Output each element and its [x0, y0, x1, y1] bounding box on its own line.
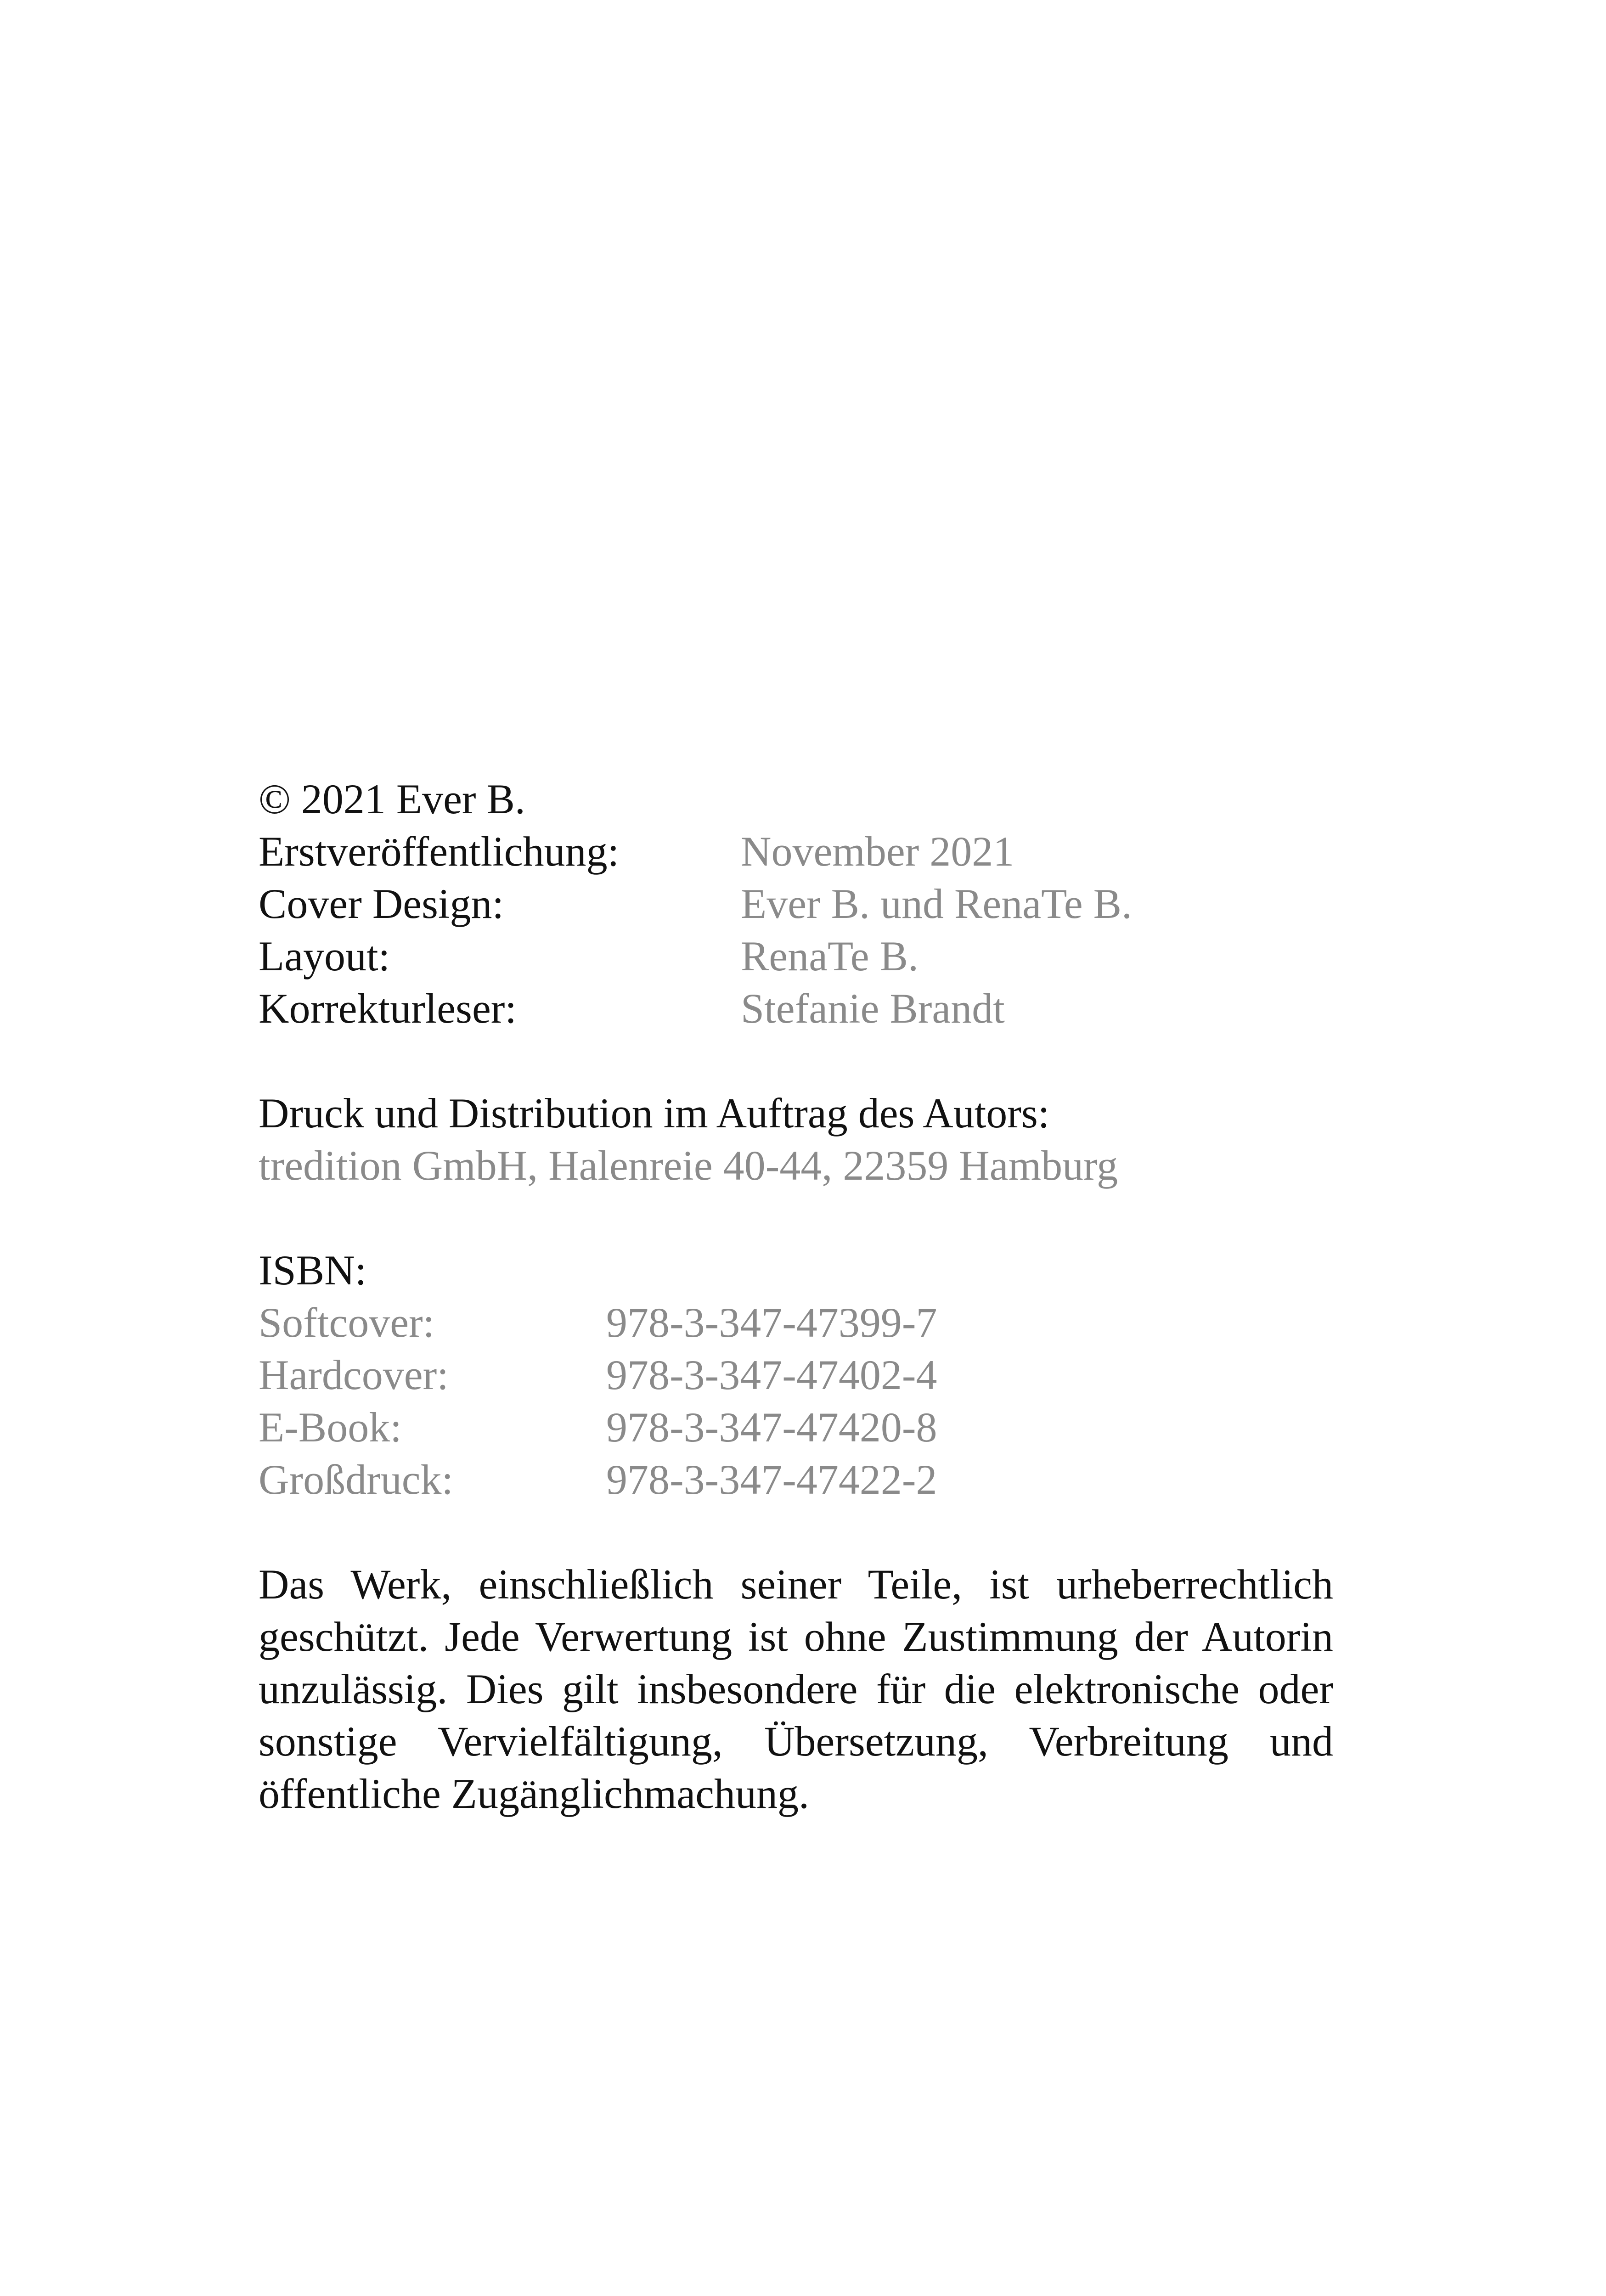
isbn-label: Hardcover:: [259, 1351, 449, 1398]
isbn-label: Softcover:: [259, 1299, 435, 1346]
meta-value: Stefanie Brandt: [741, 985, 1005, 1032]
isbn-value: 978-3-347-47422-2: [606, 1456, 937, 1503]
distribution-heading: Druck und Distribution im Auftrag des Autors:: [259, 1090, 1050, 1137]
isbn-row-softcover: [259, 1296, 1333, 1349]
copyright-notice: Das Werk, einschließlich seiner Teile, ist urheberrechtlich geschützt. Jede Verwertung ist ohne Zustimmung der Autorin unzulässig. Dies gilt insbesondere für die elektronische oder sonstige Vervielfältigung, Übersetzung, Verbreitung und öffentliche Zugänglichmachung.: [259, 1561, 1333, 1817]
meta-row-proofreader: [259, 982, 1333, 1035]
meta-value: Ever B. und RenaTe B.: [741, 880, 1133, 927]
meta-row-first-publication: [259, 825, 1333, 878]
isbn-label: E-Book:: [259, 1404, 402, 1451]
isbn-label: Großdruck:: [259, 1456, 454, 1503]
meta-label: Cover Design:: [259, 880, 504, 927]
isbn-heading: ISBN:: [259, 1247, 367, 1294]
isbn-row-large-print: [259, 1453, 1333, 1506]
meta-row-layout: [259, 930, 1333, 982]
meta-value: RenaTe B.: [741, 933, 919, 979]
meta-label: Erstveröffentlichung:: [259, 828, 620, 875]
isbn-row-ebook: [259, 1401, 1333, 1453]
copyright-line: © 2021 Ever B.: [259, 776, 525, 822]
meta-row-cover-design: [259, 878, 1333, 930]
isbn-row-hardcover: [259, 1349, 1333, 1401]
isbn-value: 978-3-347-47399-7: [606, 1299, 937, 1346]
meta-label: Layout:: [259, 933, 390, 979]
isbn-value: 978-3-347-47402-4: [606, 1351, 937, 1398]
distribution-address: tredition GmbH, Halenreie 40-44, 22359 Hamburg: [259, 1142, 1118, 1189]
meta-label: Korrekturleser:: [259, 985, 517, 1032]
isbn-value: 978-3-347-47420-8: [606, 1404, 937, 1451]
meta-value: November 2021: [741, 828, 1014, 875]
imprint-page: [259, 773, 1333, 1820]
